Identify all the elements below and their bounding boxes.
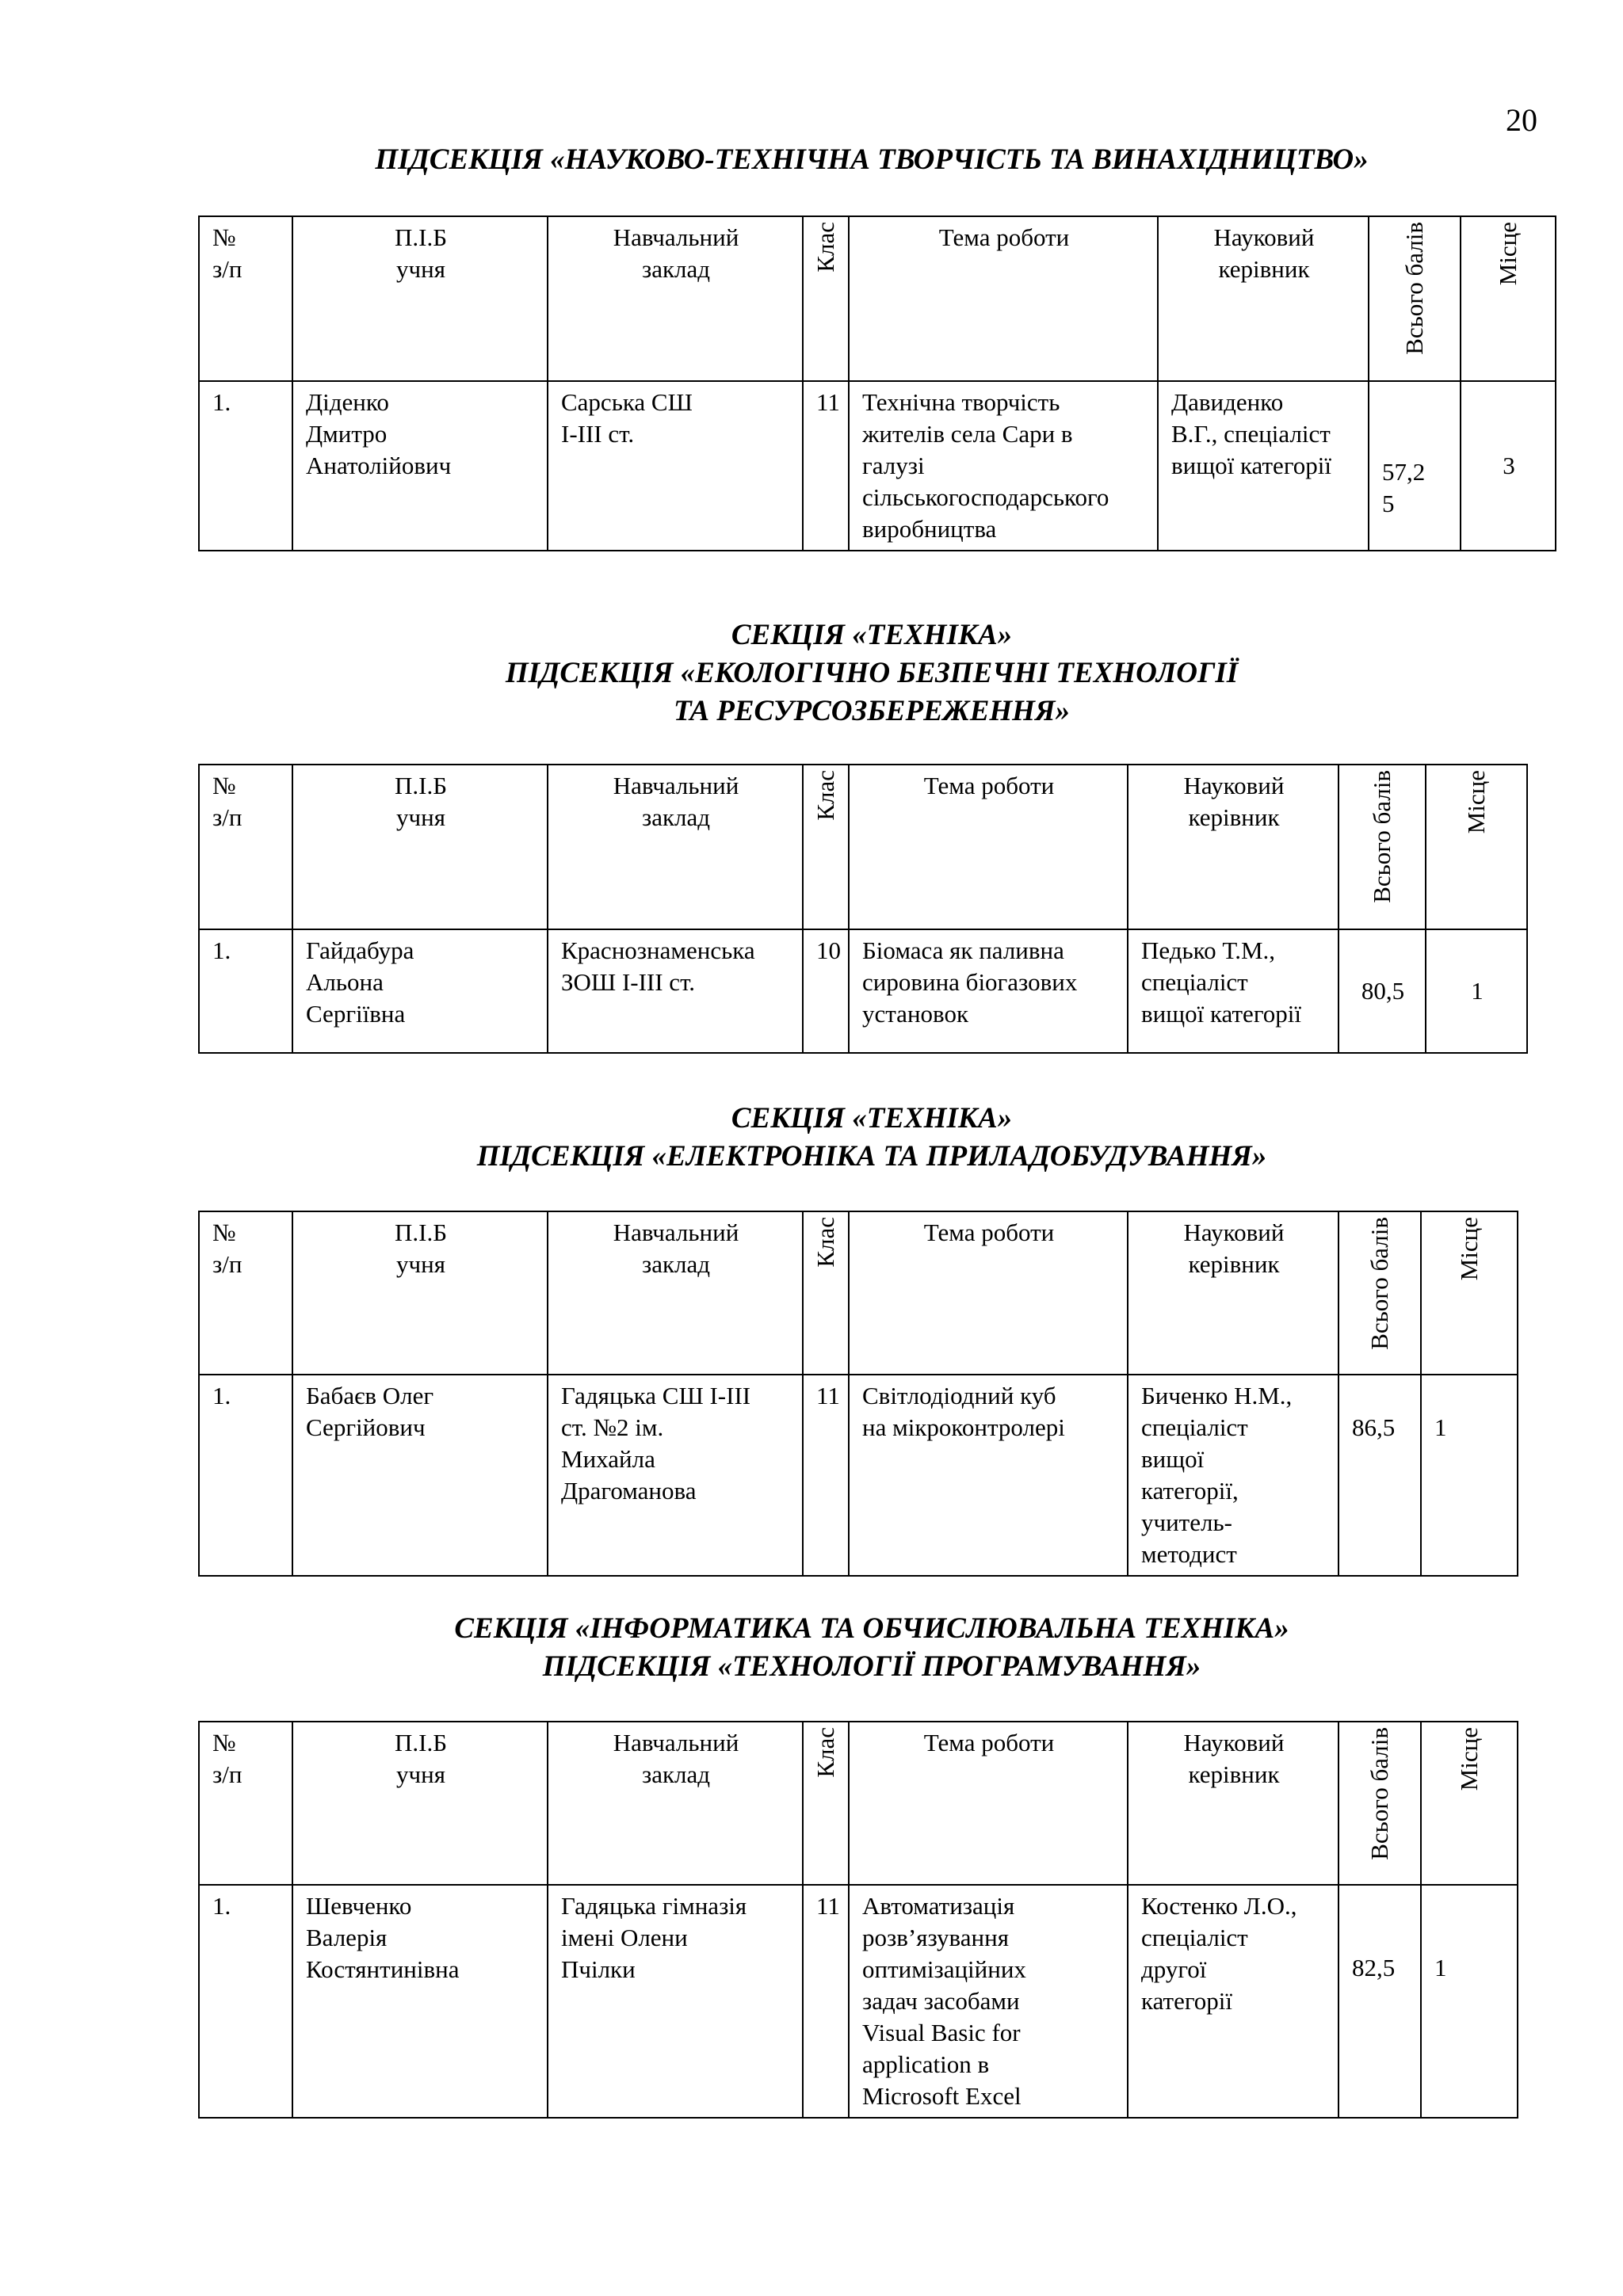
results-table <box>198 764 1528 1054</box>
cell-grade: 11 <box>803 1375 849 1576</box>
heading-line: СЕКЦІЯ «ТЕХНІКА» <box>731 619 1013 651</box>
header-supervisor: Науковий керівник <box>1128 1211 1338 1375</box>
cell-number: 1. <box>199 1375 292 1576</box>
header-number: № з/п <box>199 1722 292 1885</box>
header-school: Навчальний заклад <box>548 1722 803 1885</box>
heading-line: ТА РЕСУРСОЗБЕРЕЖЕННЯ» <box>674 695 1070 727</box>
heading-line: ПІДСЕКЦІЯ «ЕЛЕКТРОНІКА ТА ПРИЛАДОБУДУВАННЯ» <box>476 1140 1267 1173</box>
section-heading <box>198 1610 1545 1686</box>
heading-line: ПІДСЕКЦІЯ «ТЕХНОЛОГІЇ ПРОГРАМУВАННЯ» <box>542 1650 1201 1683</box>
cell-total-score: 80,5 <box>1338 929 1426 1053</box>
cell-school: Гадяцька СШ І-ІІІ ст. №2 ім. Михайла Драгоманова <box>548 1375 803 1576</box>
header-name: П.І.Б учня <box>292 216 548 381</box>
page-number: 20 <box>1506 102 1537 138</box>
header-grade: Клас <box>803 216 849 381</box>
header-topic: Тема роботи <box>849 1211 1128 1375</box>
header-grade: Клас <box>803 765 849 929</box>
cell-name: Діденко Дмитро Анатолійович <box>292 381 548 551</box>
cell-place: 1 <box>1421 1885 1518 2118</box>
results-table <box>198 1721 1518 2119</box>
table-header-row <box>199 765 1527 929</box>
table-row <box>199 381 1556 551</box>
table-row <box>199 929 1527 1053</box>
heading-line: ПІДСЕКЦІЯ «ЕКОЛОГІЧНО БЕЗПЕЧНІ ТЕХНОЛОГІЇ <box>505 657 1239 689</box>
cell-name: Гайдабура Альона Сергіївна <box>292 929 548 1053</box>
header-school: Навчальний заклад <box>548 1211 803 1375</box>
header-grade: Клас <box>803 1211 849 1375</box>
cell-topic: Автоматизація розв’язування оптимізаційних задач засобами Visual Basic for application в Microsoft Excel <box>849 1885 1128 2118</box>
cell-topic: Технічна творчість жителів села Сари в галузі сільськогосподарського виробництва <box>849 381 1158 551</box>
cell-supervisor: Костенко Л.О., спеціаліст другої категорії <box>1128 1885 1338 2118</box>
section-heading <box>198 141 1545 179</box>
cell-grade: 11 <box>803 381 849 551</box>
header-total-score: Всього балів <box>1338 1722 1421 1885</box>
heading-line: СЕКЦІЯ «ТЕХНІКА» <box>731 1102 1013 1135</box>
header-school: Навчальний заклад <box>548 216 803 381</box>
cell-school: Сарська СШ І-ІІІ ст. <box>548 381 803 551</box>
cell-supervisor: Биченко Н.М., спеціаліст вищої категорії, учитель- методист <box>1128 1375 1338 1576</box>
cell-place: 3 <box>1461 381 1556 551</box>
cell-place: 1 <box>1421 1375 1518 1576</box>
header-grade: Клас <box>803 1722 849 1885</box>
cell-number: 1. <box>199 1885 292 2118</box>
cell-supervisor: Педько Т.М., спеціаліст вищої категорії <box>1128 929 1338 1053</box>
cell-grade: 10 <box>803 929 849 1053</box>
header-number: № з/п <box>199 1211 292 1375</box>
header-name: П.І.Б учня <box>292 1722 548 1885</box>
table-header-row <box>199 216 1556 381</box>
table-header-row <box>199 1211 1518 1375</box>
header-number: № з/п <box>199 216 292 381</box>
cell-supervisor: Давиденко В.Г., спеціаліст вищої категорії <box>1158 381 1369 551</box>
header-school: Навчальний заклад <box>548 765 803 929</box>
cell-topic: Біомаса як паливна сировина біогазових установок <box>849 929 1128 1053</box>
header-name: П.І.Б учня <box>292 1211 548 1375</box>
header-name: П.І.Б учня <box>292 765 548 929</box>
cell-place: 1 <box>1426 929 1527 1053</box>
header-place: Місце <box>1461 216 1556 381</box>
header-supervisor: Науковий керівник <box>1128 765 1338 929</box>
cell-topic: Світлодіодний куб на мікроконтролері <box>849 1375 1128 1576</box>
header-total-score: Всього балів <box>1338 765 1426 929</box>
header-number: № з/п <box>199 765 292 929</box>
heading-line: ПІДСЕКЦІЯ «НАУКОВО-ТЕХНІЧНА ТВОРЧІСТЬ ТА ВИНАХІДНИЦТВО» <box>375 143 1369 176</box>
header-topic: Тема роботи <box>849 1722 1128 1885</box>
cell-school: Краснознаменська ЗОШ І-ІІІ ст. <box>548 929 803 1053</box>
header-supervisor: Науковий керівник <box>1158 216 1369 381</box>
cell-name: Шевченко Валерія Костянтинівна <box>292 1885 548 2118</box>
header-total-score: Всього балів <box>1338 1211 1421 1375</box>
section-heading <box>198 1100 1545 1176</box>
cell-total-score: 57,2 5 <box>1369 381 1461 551</box>
table-header-row <box>199 1722 1518 1885</box>
heading-line: СЕКЦІЯ «ІНФОРМАТИКА ТА ОБЧИСЛЮВАЛЬНА ТЕХНІКА» <box>454 1612 1289 1645</box>
cell-number: 1. <box>199 381 292 551</box>
header-place: Місце <box>1421 1211 1518 1375</box>
header-total-score: Всього балів <box>1369 216 1461 381</box>
header-supervisor: Науковий керівник <box>1128 1722 1338 1885</box>
results-table <box>198 215 1556 551</box>
header-place: Місце <box>1426 765 1527 929</box>
header-topic: Тема роботи <box>849 216 1158 381</box>
cell-number: 1. <box>199 929 292 1053</box>
table-row <box>199 1375 1518 1576</box>
results-table <box>198 1211 1518 1577</box>
table-row <box>199 1885 1518 2118</box>
header-topic: Тема роботи <box>849 765 1128 929</box>
cell-total-score: 82,5 <box>1338 1885 1421 2118</box>
section-heading <box>198 616 1545 730</box>
header-place: Місце <box>1421 1722 1518 1885</box>
cell-grade: 11 <box>803 1885 849 2118</box>
cell-total-score: 86,5 <box>1338 1375 1421 1576</box>
cell-name: Бабаєв Олег Сергійович <box>292 1375 548 1576</box>
cell-school: Гадяцька гімназія імені Олени Пчілки <box>548 1885 803 2118</box>
